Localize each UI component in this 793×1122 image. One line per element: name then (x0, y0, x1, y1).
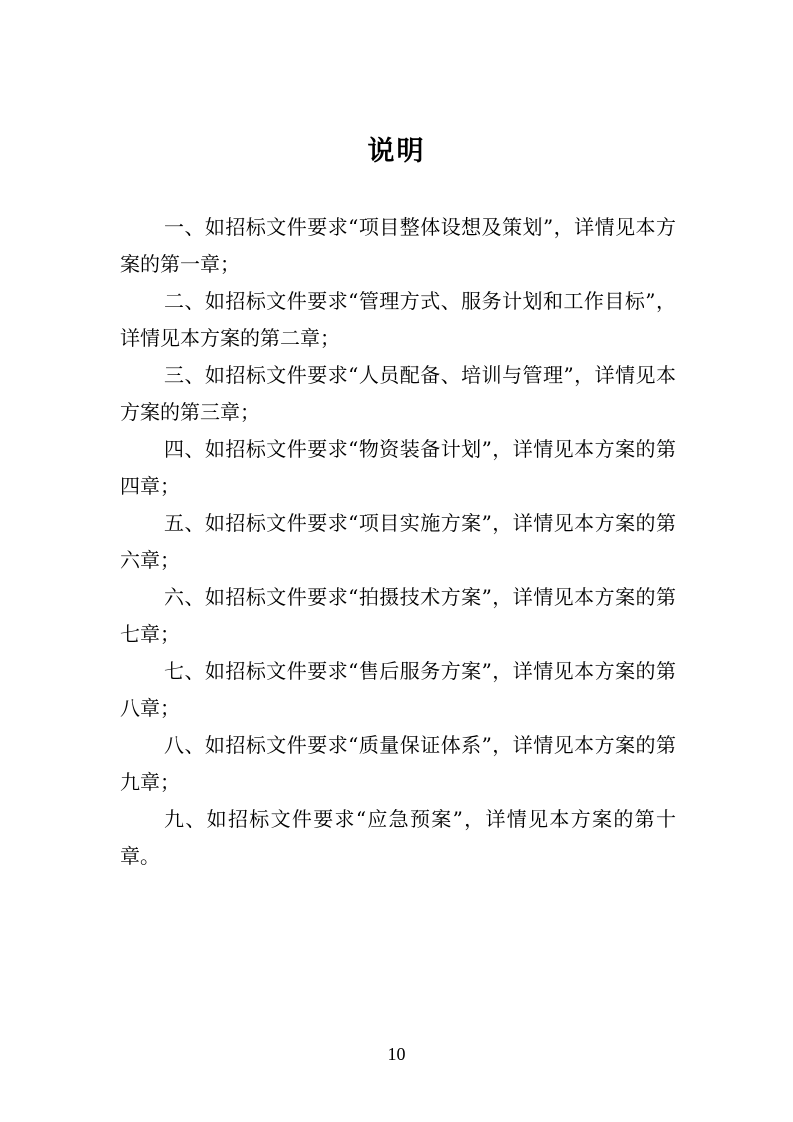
paragraph-7: 七、如招标文件要求“售后服务方案”，详情见本方案的第八章； (120, 659, 676, 720)
paragraph-2: 二、如招标文件要求“管理方式、服务计划和工作目标”，详情见本方案的第二章； (120, 289, 676, 350)
paragraph-4: 四、如招标文件要求“物资装备计划”，详情见本方案的第四章； (120, 437, 676, 498)
paragraph-8: 八、如招标文件要求“质量保证体系”，详情见本方案的第九章； (120, 733, 676, 794)
paragraph-6: 六、如招标文件要求“拍摄技术方案”，详情见本方案的第七章； (120, 585, 676, 646)
paragraph-5: 五、如招标文件要求“项目实施方案”，详情见本方案的第六章； (120, 511, 676, 572)
paragraph-3: 三、如招标文件要求“人员配备、培训与管理”，详情见本方案的第三章； (120, 363, 676, 424)
body-text (120, 209, 676, 875)
paragraph-9: 九、如招标文件要求“应急预案”，详情见本方案的第十章。 (120, 807, 676, 868)
paragraph-1: 一、如招标文件要求“项目整体设想及策划”，详情见本方案的第一章； (120, 215, 676, 276)
page-number: 10 (387, 1044, 406, 1064)
page-title: 说明 (367, 136, 426, 167)
